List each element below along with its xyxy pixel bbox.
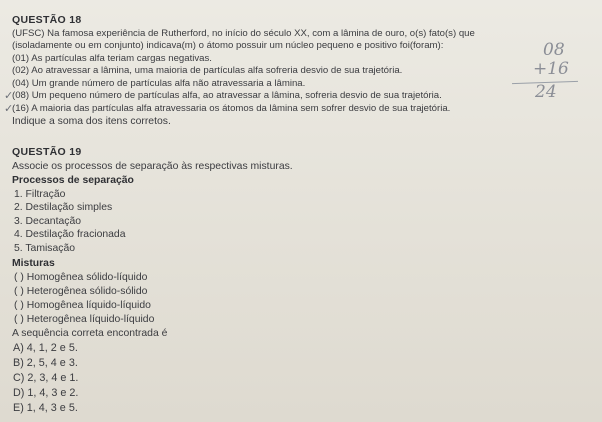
process-item: 4. Destilação fracionada <box>14 229 126 240</box>
q18-statement-line-1: (UFSC) Na famosa experiência de Rutherford, no início do século XX, com a lâmina de ouro, o(s) fato(s) que <box>12 28 475 39</box>
mixtures-heading: Misturas <box>12 258 55 269</box>
process-item: 1. Filtração <box>14 189 66 200</box>
answer-option-a: A) 4, 1, 2 e 5. <box>13 342 78 354</box>
process-item: 3. Decantação <box>14 216 82 227</box>
processes-heading: Processos de separação <box>12 175 134 186</box>
check-mark-icon: ✓ <box>4 90 14 102</box>
mixture-item: ( ) Homogênea sólido-líquido <box>14 272 148 283</box>
q18-title: QUESTÃO 18 <box>12 14 82 26</box>
mixture-item: ( ) Heterogênea líquido-líquido <box>14 314 155 325</box>
q18-item-08: (08) Um pequeno número de partículas alfa, ao atravessar a lâmina, sofreria desvio de sua trajetória. <box>12 90 442 101</box>
mixture-item: ( ) Homogênea líquido-líquido <box>14 300 151 311</box>
q18-item-02: (02) Ao atravessar a lâmina, uma maioria de partículas alfa sofreria desvio de sua trajetória. <box>12 65 403 76</box>
handwritten-24: 24 <box>535 82 557 102</box>
mixture-item: ( ) Heterogênea sólido-sólido <box>14 286 148 297</box>
process-item: 5. Tamisação <box>14 243 76 254</box>
q19-title: QUESTÃO 19 <box>12 146 82 158</box>
q18-item-04: (04) Um grande número de partículas alfa não atravessaria a lâmina. <box>12 78 306 89</box>
answer-option-e: E) 1, 4, 3 e 5. <box>13 402 78 414</box>
process-item: 2. Destilação simples <box>14 202 113 213</box>
handwritten-08: 08 <box>543 40 565 60</box>
q18-statement-line-2: (isoladamente ou em conjunto) indicava(m) o átomo possuir um núcleo pequeno e positivo foi(foram): <box>12 40 444 51</box>
handwritten-plus-16: +16 <box>533 59 569 79</box>
q19-prompt: Associe os processos de separação às respectivas misturas. <box>12 161 293 172</box>
answer-option-b: B) 2, 5, 4 e 3. <box>13 357 78 369</box>
answer-option-c: C) 2, 3, 4 e 1. <box>13 372 79 384</box>
q18-instruction: Indique a soma dos itens corretos. <box>12 116 171 127</box>
sequence-prompt: A sequência correta encontrada é <box>12 328 168 339</box>
q18-item-01: (01) As partículas alfa teriam cargas negativas. <box>12 53 212 64</box>
check-mark-icon: ✓ <box>4 103 14 115</box>
q18-item-16: (16) A maioria das partículas alfa atravessaria os átomos da lâmina sem sofrer desvio de sua trajetória. <box>12 103 451 114</box>
answer-option-d: D) 1, 4, 3 e 2. <box>13 387 79 399</box>
